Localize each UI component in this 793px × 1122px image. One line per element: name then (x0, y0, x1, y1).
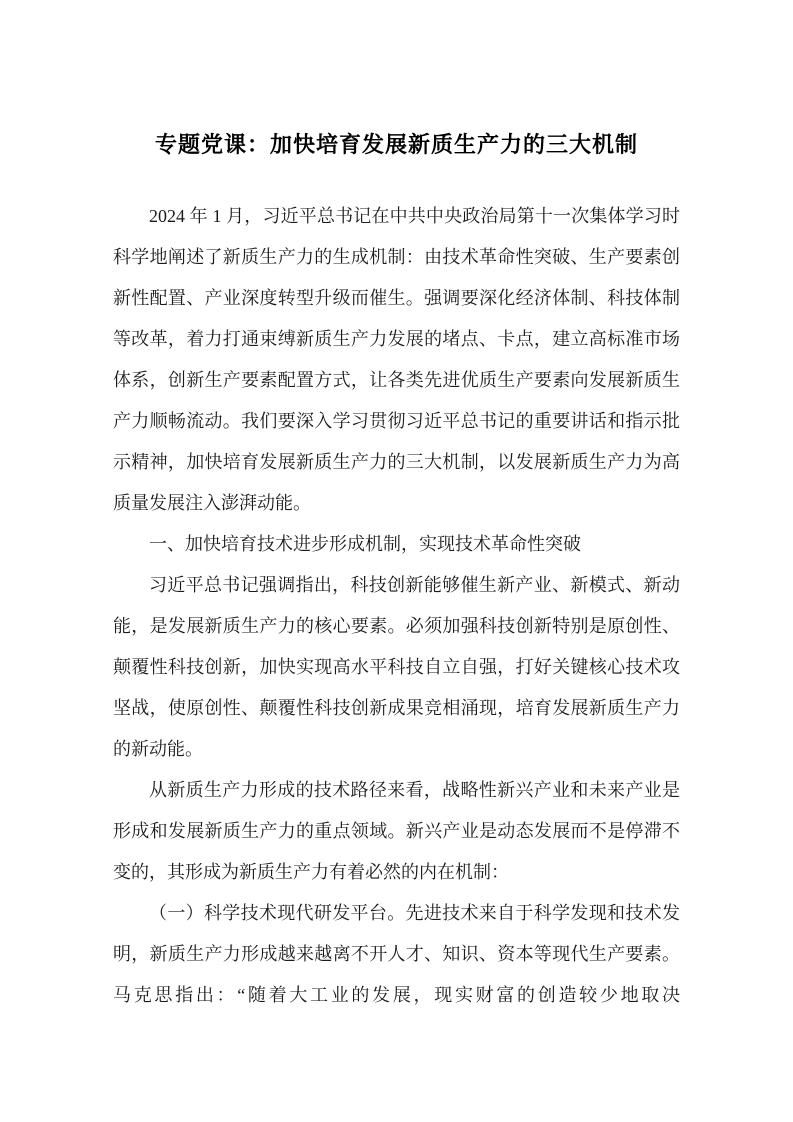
paragraph-research-platform: （一）科学技术现代研发平台。先进技术来自于科学发现和技术发明，新质生产力形成越来越离不开人才、知识、资本等现代生产要素。马克思指出：“随着大工业的发展，现实财富的创造较少地取决 (113, 903, 680, 1005)
document-title: 专题党课：加快培育发展新质生产力的三大机制 (154, 132, 638, 157)
paragraph-tech-path: 从新质生产力形成的技术路径来看，战略性新兴产业和未来产业是形成和发展新质生产力的重点领域。新兴产业是动态发展而不是停滞不变的，其形成为新质生产力有着必然的内在机制： (113, 780, 680, 882)
paragraph-intro: 2024 年 1 月，习近平总书记在中共中央政治局第十一次集体学习时科学地阐述了新质生产力的生成机制：由技术革命性突破、生产要素创新性配置、产业深度转型升级而催生。强调要深化经济体制、科技体制等改革，着力打通束缚新质生产力发展的堵点、卡点，建立高标准市场体系，创新生产要素配置方式，让各类先进优质生产要素向发展新质生产力顺畅流动。我们要深入学习贯彻习近平总书记的重要讲话和指示批示精神，加快培育发展新质生产力的三大机制，以发展新质生产力为高质量发展注入澎湃动能。 (113, 206, 680, 513)
section-heading-1: 一、加快培育技术进步形成机制，实现技术革命性突破 (149, 534, 581, 554)
paragraph-tech-innovation: 习近平总书记强调指出，科技创新能够催生新产业、新模式、新动能，是发展新质生产力的核心要素。必须加强科技创新特别是原创性、颠覆性科技创新，加快实现高水平科技自立自强，打好关键核心技术攻坚战，使原创性、颠覆性科技创新成果竞相涌现，培育发展新质生产力的新动能。 (113, 575, 680, 759)
